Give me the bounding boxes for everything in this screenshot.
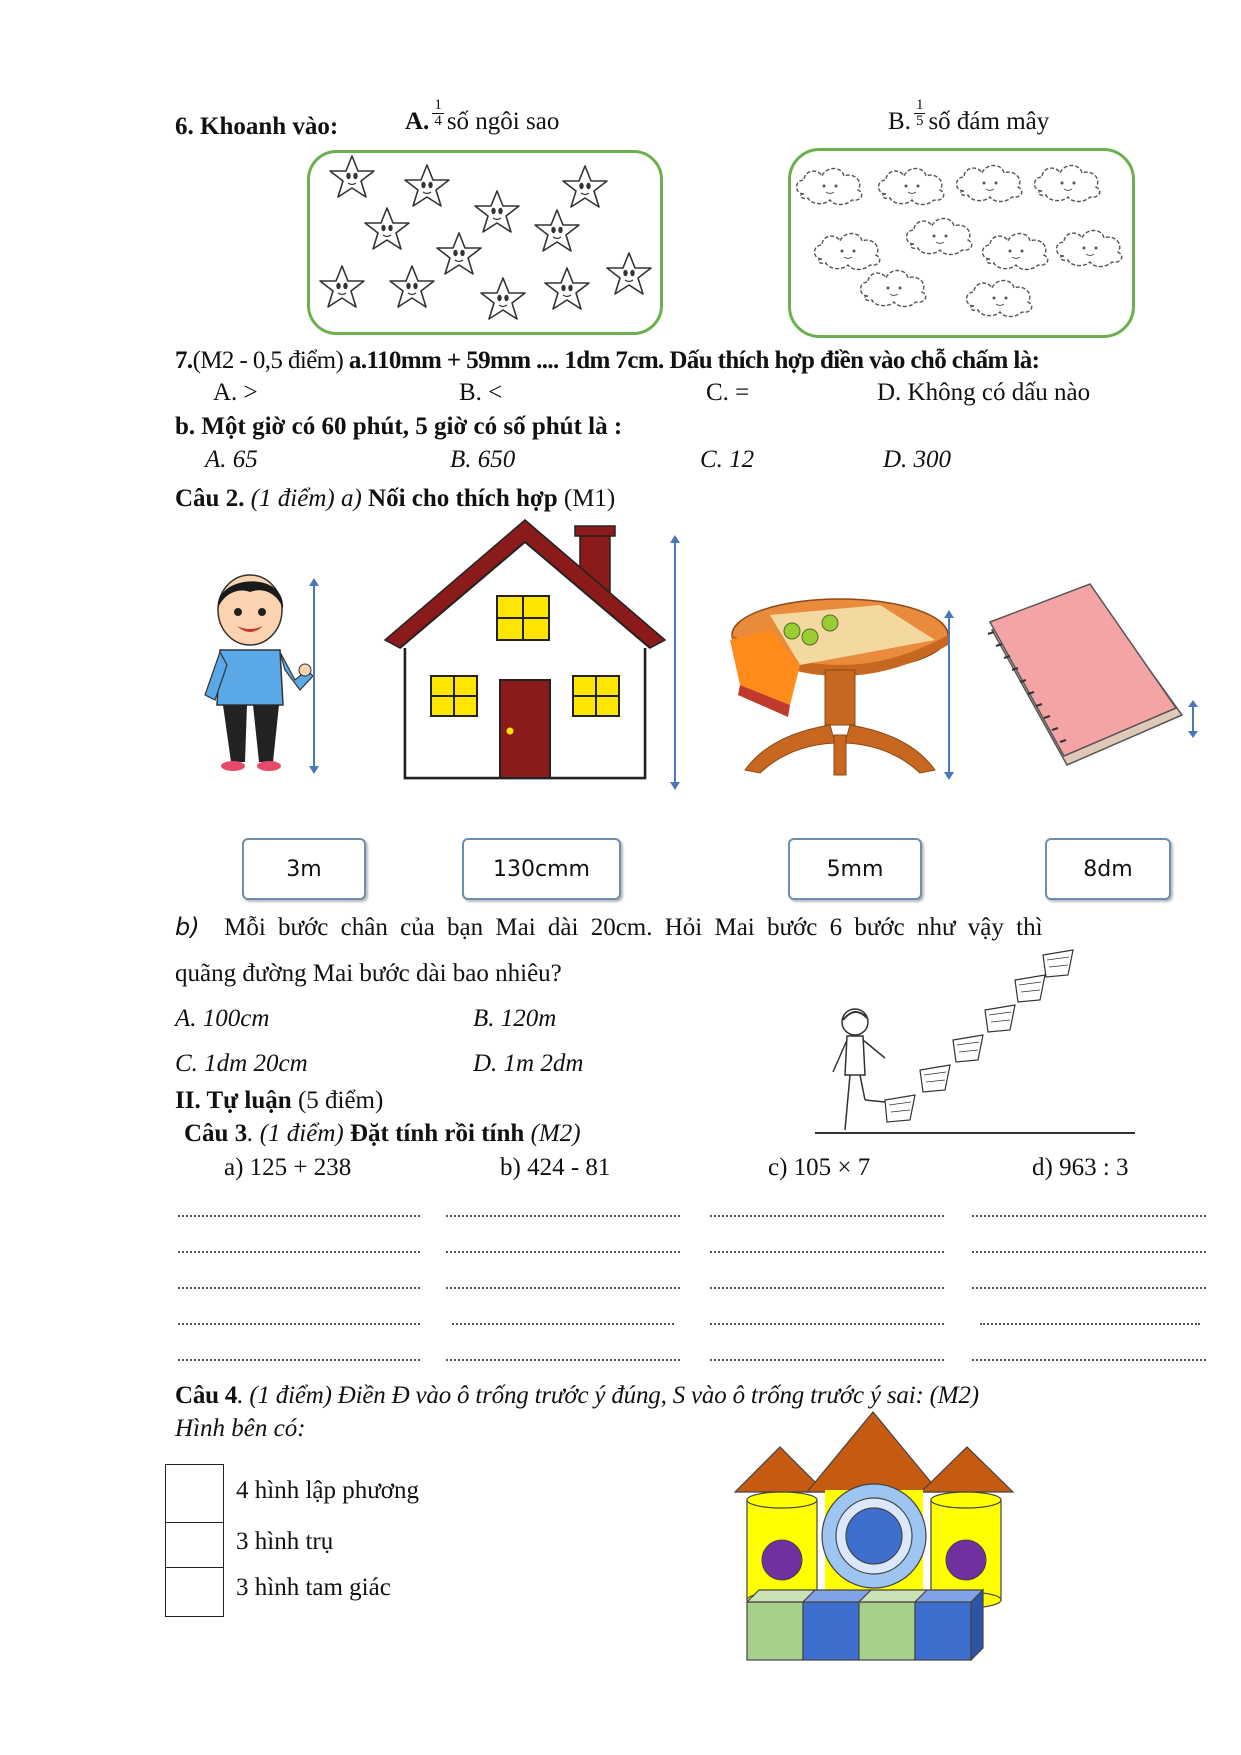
cau2b-question-line1 — [175, 913, 1043, 942]
cau4-answer-box-2[interactable] — [165, 1522, 224, 1569]
part2-title: II. Tự luận — [175, 1087, 292, 1114]
cau4-label: Câu 4 — [175, 1382, 238, 1409]
cau2-label: Câu 2. — [175, 485, 245, 512]
cau2b-prefix: b) — [175, 913, 200, 941]
q7b-option-c[interactable]: C. 12 — [700, 446, 755, 473]
cau4-answer-box-3[interactable] — [165, 1567, 224, 1617]
cau2b-option-a[interactable]: A. 100cm — [175, 1005, 270, 1032]
stars-frame[interactable] — [307, 150, 663, 335]
fraction-one-fifth: $\frac{1}{5}$ — [915, 96, 924, 129]
q7-option-a[interactable]: A. > — [213, 379, 258, 406]
q7-text: a.110mm + 59mm .... 1dm 7cm. Dấu thích hợp điền vào chỗ chấm là: — [348, 347, 1040, 374]
window-icon — [431, 676, 477, 716]
answer-box-130cmm[interactable]: 130cmm — [462, 838, 621, 900]
house-height-arrow — [667, 535, 683, 790]
q6-a-text: số ngôi sao — [446, 108, 560, 135]
part2-points: (5 điểm) — [297, 1087, 384, 1114]
cau3-instruction: Đặt tính rồi tính — [349, 1120, 525, 1147]
cau2-heading — [175, 485, 615, 513]
cau2b-text: Mỗi bước chân của bạn Mai dài 20cm. Hỏi Mai bước 6 bước như vậy thì — [224, 914, 1043, 941]
q7-question — [175, 347, 1039, 375]
cau3-item-b: b) 424 - 81 — [500, 1154, 611, 1181]
cau4-item-2: 3 hình trụ — [236, 1528, 334, 1555]
q7-number: 7. — [175, 347, 193, 374]
cau4-heading — [175, 1382, 979, 1410]
cau4-item-3: 3 hình tam giác — [236, 1574, 391, 1601]
cau2b-option-c[interactable]: C. 1dm 20cm — [175, 1050, 308, 1077]
part2-heading — [175, 1087, 383, 1115]
house-illustration — [385, 520, 670, 780]
q6-b-prefix: B. — [888, 108, 911, 135]
answer-box-3m[interactable]: 3m — [242, 838, 366, 900]
q7-points: (M2 - 0,5 điểm) — [192, 347, 344, 374]
notebook-thickness-arrow — [1186, 700, 1200, 738]
q6-option-b[interactable] — [888, 92, 1049, 152]
cau2-level: (M1) — [563, 485, 616, 512]
cube-4 — [915, 1590, 983, 1660]
q7b-option-b[interactable]: B. 650 — [450, 446, 516, 473]
walking-stairs-illustration — [815, 950, 1145, 1140]
clouds-frame[interactable] — [788, 148, 1135, 338]
notebook-illustration — [982, 590, 1182, 770]
window-icon — [497, 596, 549, 640]
cau3-item-a: a) 125 + 238 — [224, 1154, 352, 1181]
cau3-points: . (1 điểm) — [247, 1120, 344, 1147]
cau2-instruction: Nối cho thích hợp — [368, 485, 558, 512]
q6-a-prefix: A. — [405, 108, 430, 135]
q7-option-b[interactable]: B. < — [459, 379, 503, 406]
cau4-item-1: 4 hình lập phương — [236, 1477, 420, 1504]
cau3-level: (M2) — [530, 1120, 581, 1147]
cau2b-question-line2: quãng đường Mai bước dài bao nhiêu? — [175, 960, 562, 987]
cau2-points: (1 điểm) a) — [250, 485, 362, 512]
window-icon — [573, 676, 619, 716]
answer-box-5mm[interactable]: 5mm — [788, 838, 922, 900]
cau3-heading — [184, 1120, 581, 1148]
q6-label: 6. Khoanh vào: — [175, 113, 339, 140]
q7b-option-a[interactable]: A. 65 — [205, 446, 258, 473]
q6-b-text: số đám mây — [928, 108, 1050, 135]
table-height-arrow — [941, 610, 957, 780]
q7-option-d[interactable]: D. Không có dấu nào — [877, 379, 1091, 406]
fraction-one-quarter: $\frac{1}{4}$ — [434, 96, 442, 129]
cau2b-option-b[interactable]: B. 120m — [473, 1005, 557, 1032]
cau4-answer-box-1[interactable] — [165, 1464, 224, 1524]
castle-shapes-illustration — [735, 1412, 1015, 1662]
cau4-sub: Hình bên có: — [175, 1415, 306, 1442]
table-illustration — [730, 595, 958, 785]
cau3-item-c: c) 105 × 7 — [768, 1154, 871, 1181]
cau3-label: Câu 3 — [184, 1120, 248, 1147]
cau2b-option-d[interactable]: D. 1m 2dm — [473, 1050, 584, 1077]
q7b-option-d[interactable]: D. 300 — [883, 446, 952, 473]
door-icon — [500, 680, 550, 778]
answer-box-8dm[interactable]: 8dm — [1045, 838, 1171, 900]
q7b-question: b. Một giờ có 60 phút, 5 giờ có số phút là : — [175, 413, 623, 440]
boy-height-arrow — [306, 578, 322, 774]
cau3-item-d: d) 963 : 3 — [1032, 1154, 1129, 1181]
cau4-instruction: . (1 điểm) Điền Đ vào ô trống trước ý đúng, S vào ô trống trước ý sai: (M2) — [237, 1382, 979, 1409]
q7-option-c[interactable]: C. = — [706, 379, 750, 406]
q6-option-a[interactable] — [405, 92, 559, 152]
